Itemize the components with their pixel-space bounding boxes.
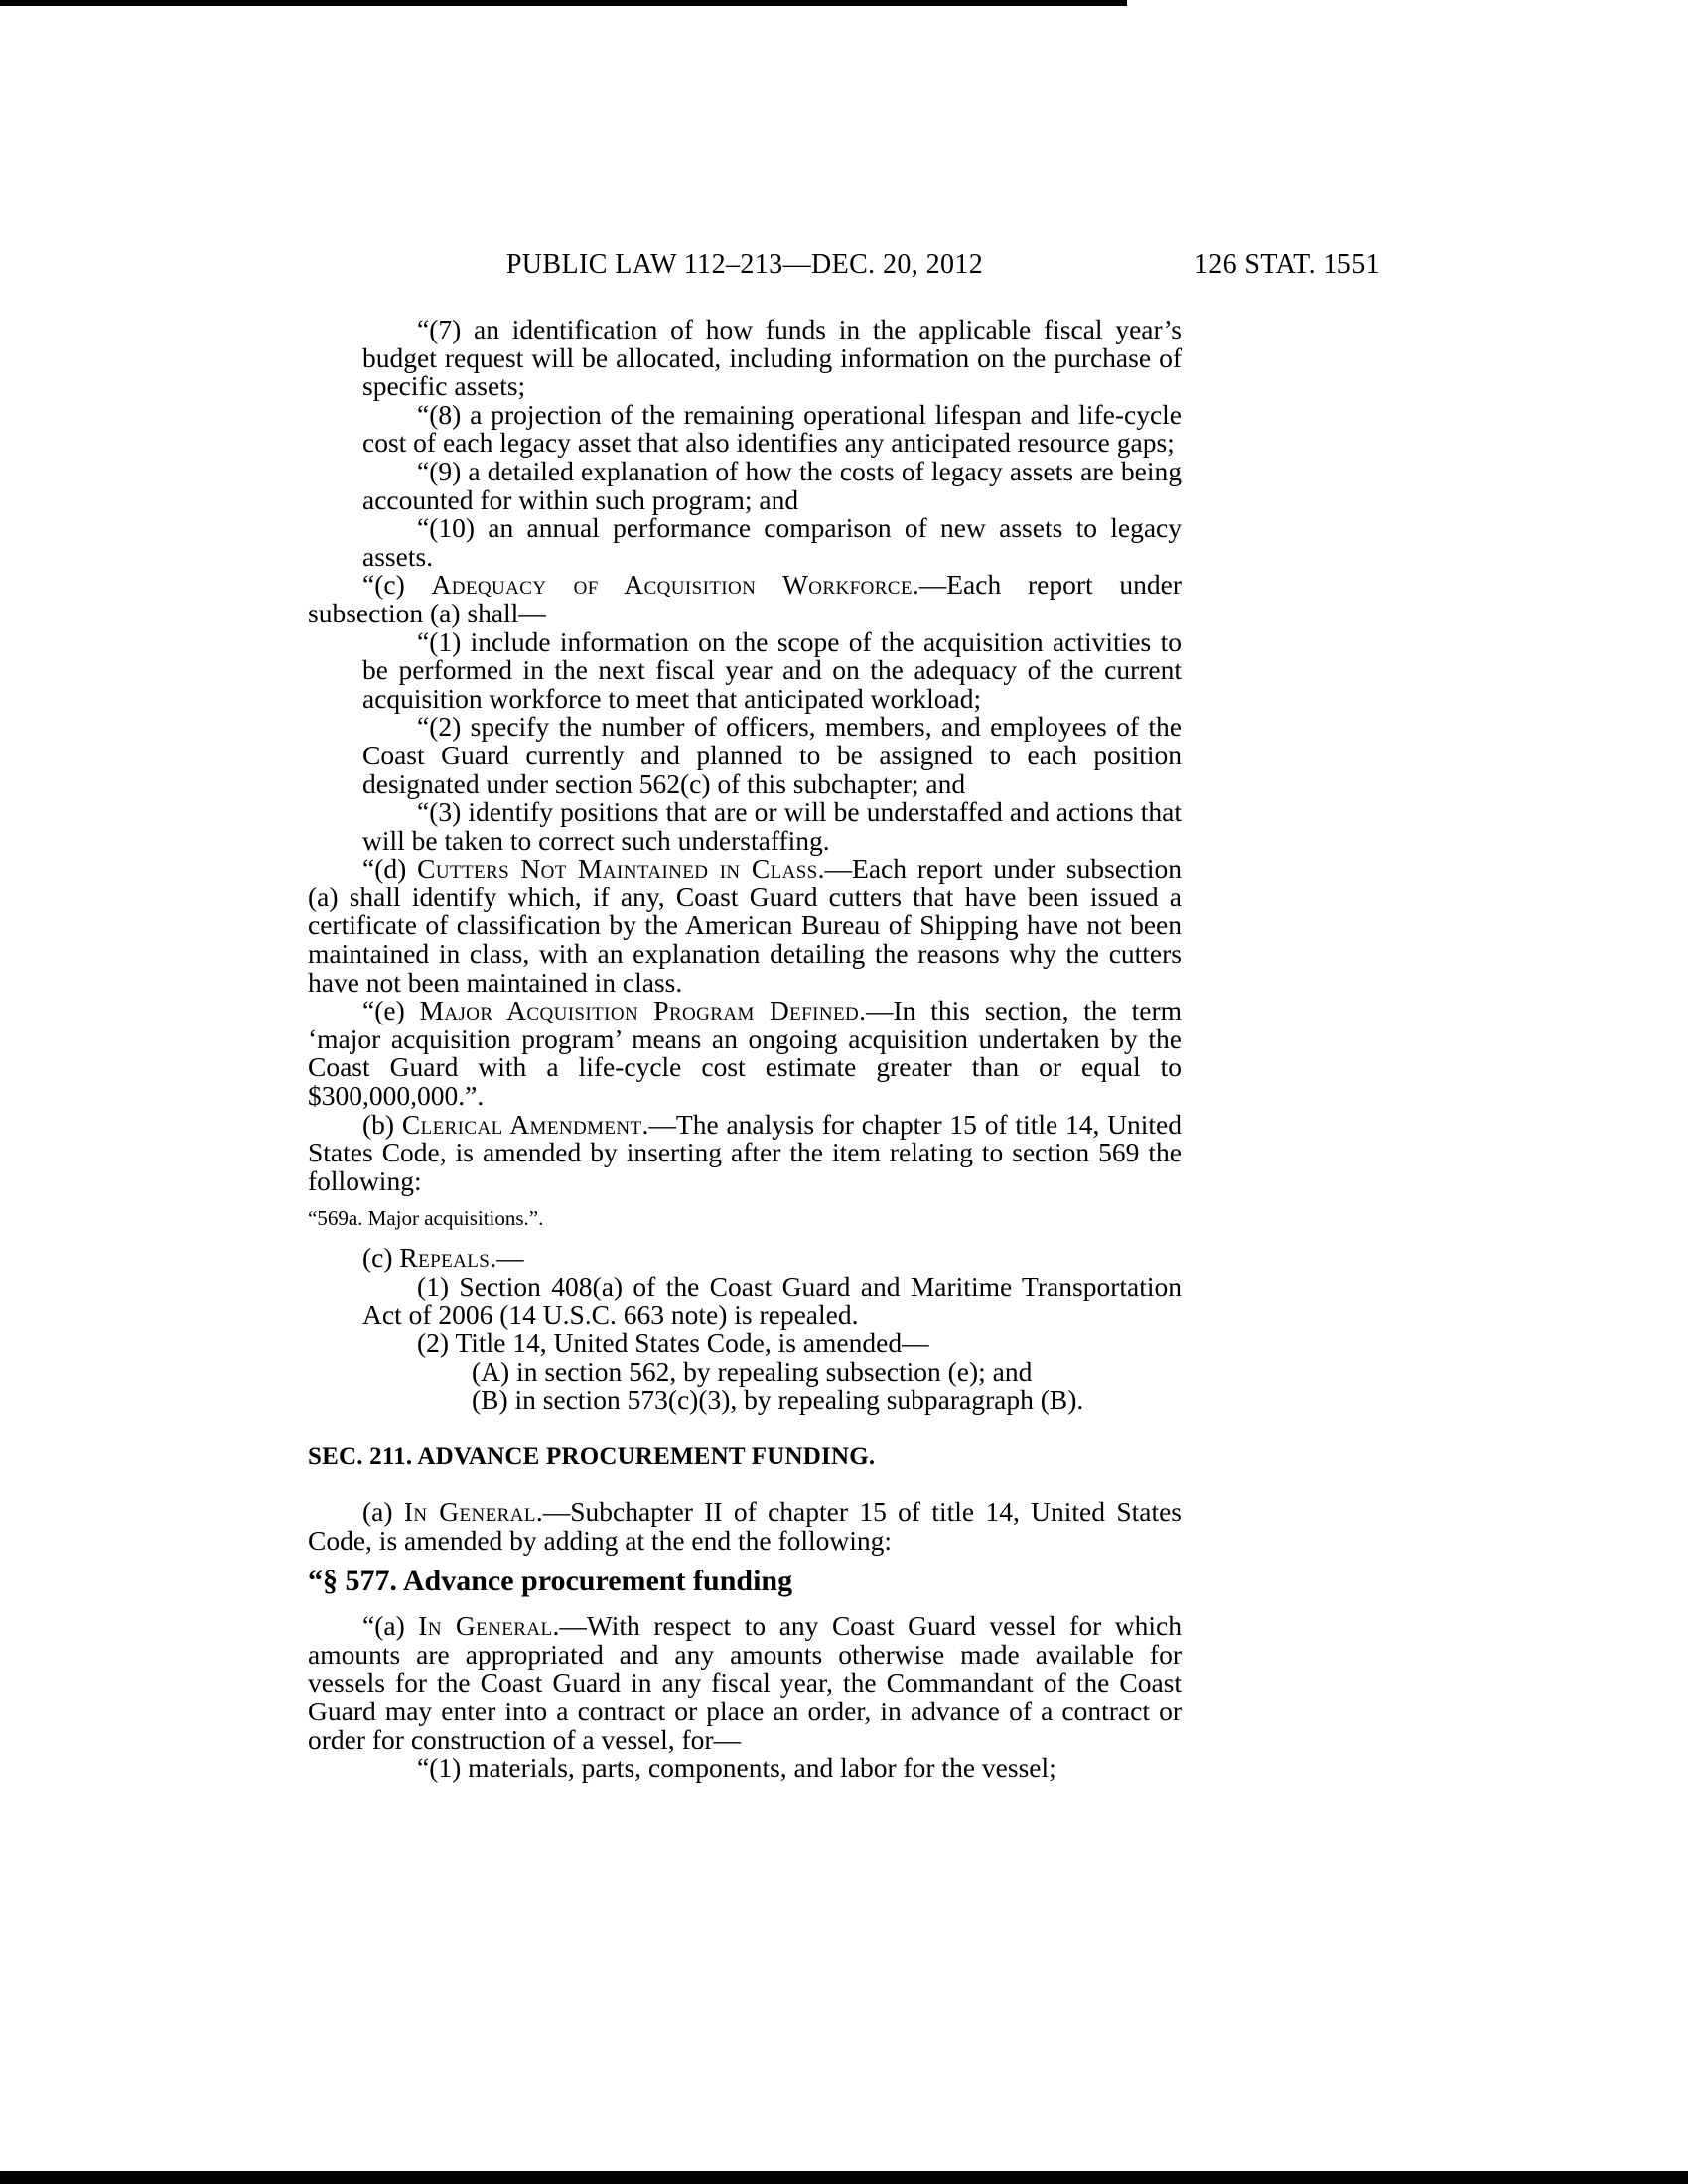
- paragraph: “(9) a detailed explanation of how the costs of legacy assets are being accounted for within such program; and: [362, 455, 1182, 515]
- paragraph: (2) Title 14, United States Code, is amended—: [417, 1327, 929, 1359]
- paragraph: (c) Repeals.—: [362, 1242, 524, 1274]
- law-title: PUBLIC LAW 112–213—DEC. 20, 2012: [505, 249, 984, 280]
- section-heading: SEC. 211. ADVANCE PROCUREMENT FUNDING.: [308, 1442, 876, 1470]
- paragraph: “(10) an annual performance comparison of new assets to legacy assets.: [362, 512, 1182, 572]
- paragraph: “(c) Adequacy of Acquisition Workforce.—Each report under subsection (a) shall—: [308, 569, 1182, 628]
- paragraph: (a) In General.—Subchapter II of chapter 15 of title 14, United States Code, is amended by adding at the end the following:: [308, 1495, 1183, 1556]
- paragraph: (1) Section 408(a) of the Coast Guard and Maritime Transportation Act of 2006 (14 U.S.C. 663 note) is repealed.: [362, 1271, 1182, 1330]
- page-header: [308, 248, 1380, 284]
- paragraph: (B) in section 573(c)(3), by repealing subparagraph (B).: [472, 1384, 1084, 1416]
- paragraph: “(8) a projection of the remaining operational lifespan and life-cycle cost of each legacy asset that also identifies any anticipated resource gaps;: [362, 398, 1182, 459]
- paragraph: “(2) specify the number of officers, members, and employees of the Coast Guard currently and planned to be assigned to each position designated under section 562(c) of this subchapter; and: [362, 711, 1182, 799]
- paragraph: “(1) materials, parts, components, and labor for the vessel;: [417, 1752, 1056, 1784]
- paragraph: “(3) identify positions that are or will be understaffed and actions that will be taken to correct such understaffing.: [362, 796, 1182, 856]
- paragraph: “(e) Major Acquisition Program Defined.—In this section, the term ‘major acquisition program’ means an ongoing acquisition undertaken by the Coast Guard with a life-cycle cost estimate greater than or equal to $300,000,000.”.: [308, 995, 1182, 1112]
- paragraph: “(1) include information on the scope of the acquisition activities to be performed in the next fiscal year and on the adequacy of the current acquisition workforce to meet that anticipated workload;: [362, 625, 1182, 714]
- scan-artifact-top: [0, 0, 1127, 6]
- scan-artifact-bottom: [0, 2171, 1688, 2184]
- stat-page-number: 126 STAT. 1551: [1194, 249, 1380, 280]
- paragraph: “(7) an identification of how funds in the applicable fiscal year’s budget request will be allocated, including information on the purchase of specific assets;: [362, 314, 1182, 402]
- paragraph: (b) Clerical Amendment.—The analysis for chapter 15 of title 14, United States Code, is amended by inserting after the item relating to section 569 the following:: [308, 1108, 1182, 1196]
- document-body: [308, 316, 1182, 1783]
- analysis-note: “569a. Major acquisitions.”.: [308, 1206, 544, 1231]
- paragraph: “(a) In General.—With respect to any Coast Guard vessel for which amounts are appropriated and any amounts otherwise made available for vessels for the Coast Guard in any fiscal year, the Commandant of the Coast Guard may enter into a contract or place an order, in advance of a contract or order for construction of a vessel, for—: [308, 1610, 1182, 1755]
- paragraph: “(d) Cutters Not Maintained in Class.—Each report under subsection (a) shall identify which, if any, Coast Guard cutters that have been issued a certificate of classification by the American Bureau of Shipping have not been maintained in class, with an explanation detailing the reasons why the cutters have not been maintained in class.: [308, 853, 1182, 998]
- usc-section-heading: “§ 577. Advance procurement funding: [308, 1565, 793, 1598]
- paragraph: (A) in section 562, by repealing subsection (e); and: [472, 1355, 1033, 1387]
